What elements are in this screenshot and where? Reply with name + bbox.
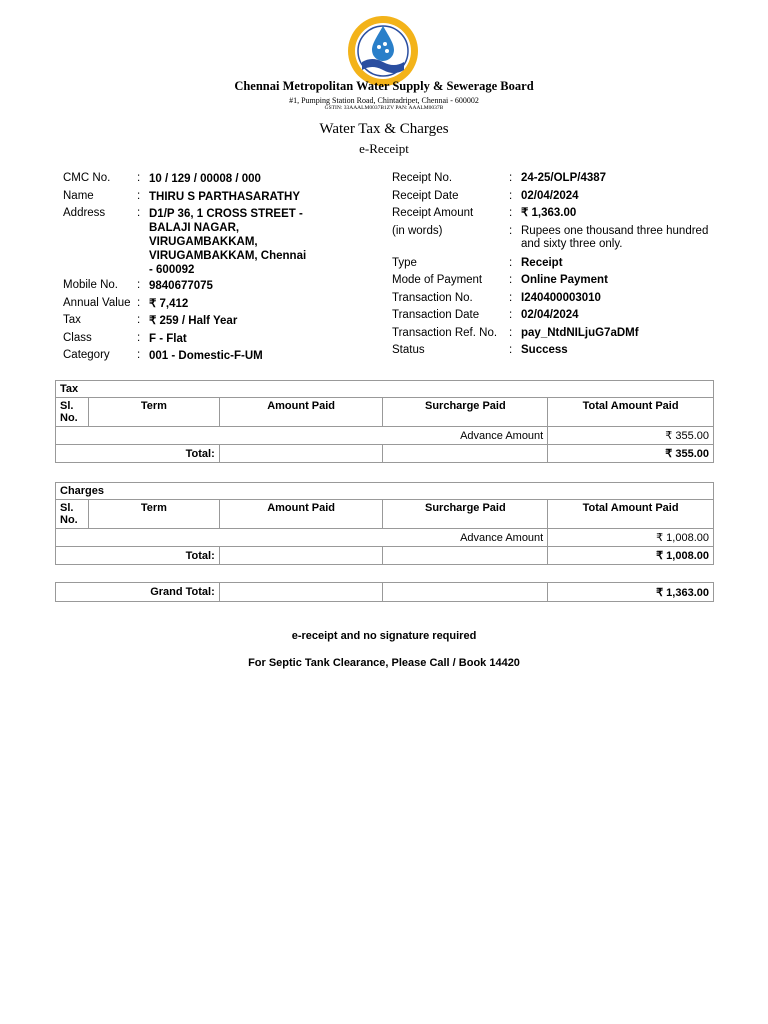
- info-value: ₹ 7,412: [149, 297, 189, 310]
- info-row-category: Category : 001 - Domestic-F-UM: [63, 347, 353, 365]
- tax-table: [55, 380, 714, 463]
- total-row: [56, 445, 714, 463]
- info-row-annual-value: Annual Value : ₹ 7,412: [63, 295, 353, 313]
- total-value: ₹ 355.00: [548, 445, 714, 463]
- grand-total-table: [55, 582, 714, 602]
- info-value: ₹ 259 / Half Year: [149, 315, 238, 327]
- tax-section-title: Tax: [56, 381, 714, 398]
- grand-total-value: ₹ 1,363.00: [548, 583, 714, 602]
- col-sl-no: Sl. No.: [56, 500, 89, 529]
- table-row: [56, 427, 714, 445]
- info-label: Class: [63, 331, 92, 344]
- document-title: Water Tax & Charges: [319, 121, 449, 137]
- info-value: Online Payment: [521, 274, 608, 286]
- info-label: Receipt No.: [392, 172, 453, 184]
- info-row-in-words: (in words) : Rupees one thousand three hundred and sixty three only.: [392, 223, 722, 251]
- info-value: 001 - Domestic-F-UM: [149, 350, 263, 362]
- info-label: Annual Value: [63, 296, 131, 309]
- info-label: Mobile No.: [63, 279, 118, 291]
- info-row-receipt-amount: Receipt Amount : ₹ 1,363.00: [392, 205, 722, 223]
- info-label: Category: [63, 349, 110, 361]
- septic-tank-note: For Septic Tank Clearance, Please Call / Book 14420: [248, 657, 520, 669]
- advance-value: ₹ 355.00: [548, 427, 714, 445]
- col-sl-no: Sl. No.: [56, 398, 89, 427]
- col-amount-paid: Amount Paid: [219, 500, 383, 529]
- grand-total-row: [56, 583, 714, 602]
- info-value: pay_NtdNILjuG7aDMf: [521, 326, 639, 339]
- col-amount-paid: Amount Paid: [219, 398, 383, 427]
- document-subtitle: e-Receipt: [359, 141, 409, 156]
- info-row-receipt-date: Receipt Date : 02/04/2024: [392, 188, 722, 206]
- info-row-address: Address : D1/P 36, 1 CROSS STREET - BALAJI NAGAR, VIRUGAMBAKKAM, VIRUGAMBAKKAM, Chennai - 600092: [63, 205, 353, 277]
- info-label: Transaction No.: [392, 291, 473, 304]
- info-label: Address: [63, 207, 106, 219]
- info-row-mobile: Mobile No. : 9840677075: [63, 277, 353, 295]
- no-signature-note: e-receipt and no signature required: [291, 630, 477, 642]
- grand-total-label: Grand Total:: [56, 583, 220, 602]
- status-value: Success: [521, 344, 568, 356]
- info-row-transaction-no: Transaction No. : I240400003010: [392, 290, 722, 308]
- info-value: 10 / 129 / 00008 / 000: [149, 173, 261, 185]
- info-value: Rupees one thousand three hundred and sixty three only.: [521, 224, 709, 250]
- info-label: (in words): [392, 224, 443, 237]
- info-value: 9840677075: [149, 280, 213, 292]
- org-name: Chennai Metropolitan Water Supply & Sewerage Board: [234, 79, 534, 93]
- total-label: Total:: [56, 445, 220, 463]
- info-value: I240400003010: [521, 291, 601, 304]
- info-value: 24-25/OLP/4387: [521, 172, 607, 184]
- advance-label: Advance Amount: [56, 529, 548, 547]
- col-total-amount-paid: Total Amount Paid: [548, 500, 714, 529]
- org-address: #1, Pumping Station Road, Chintadripet, Chennai - 600002: [289, 96, 479, 105]
- info-label: Transaction Ref. No.: [392, 326, 498, 339]
- info-label: Transaction Date: [392, 309, 480, 321]
- info-row-receipt-no: Receipt No. : 24-25/OLP/4387: [392, 170, 722, 188]
- info-value: 02/04/2024: [521, 189, 579, 202]
- advance-label: Advance Amount: [56, 427, 548, 445]
- info-row-tax: Tax : ₹ 259 / Half Year: [63, 312, 353, 330]
- org-gstin: GSTIN: 33AAALM0037B1ZV PAN: AAALM0037B: [324, 105, 444, 111]
- info-label: Receipt Date: [392, 189, 459, 202]
- col-surcharge-paid: Surcharge Paid: [383, 500, 548, 529]
- info-label: CMC No.: [63, 172, 111, 184]
- info-value: ₹ 1,363.00: [521, 207, 577, 219]
- info-row-cmc: CMC No. : 10 / 129 / 00008 / 000: [63, 170, 353, 188]
- info-row-status: Status : Success: [392, 342, 722, 360]
- info-value: F - Flat: [149, 332, 187, 345]
- info-label: Type: [392, 256, 417, 269]
- info-value: THIRU S PARTHASARATHY: [149, 190, 300, 203]
- info-label: Status: [392, 344, 425, 356]
- charges-table: [55, 482, 714, 565]
- advance-value: ₹ 1,008.00: [548, 529, 714, 547]
- info-row-name: Name : THIRU S PARTHASARATHY: [63, 188, 353, 206]
- info-value: Receipt: [521, 256, 563, 269]
- info-row-transaction-ref: Transaction Ref. No. : pay_NtdNILjuG7aDMf: [392, 325, 722, 343]
- table-row: [56, 529, 714, 547]
- charges-section-title: Charges: [56, 483, 714, 500]
- col-total-amount-paid: Total Amount Paid: [548, 398, 714, 427]
- info-row-transaction-date: Transaction Date : 02/04/2024: [392, 307, 722, 325]
- total-value: ₹ 1,008.00: [548, 547, 714, 565]
- info-label: Receipt Amount: [392, 207, 474, 219]
- col-term: Term: [88, 398, 219, 427]
- info-label: Tax: [63, 314, 81, 326]
- col-surcharge-paid: Surcharge Paid: [383, 398, 548, 427]
- info-row-type: Type : Receipt: [392, 255, 722, 273]
- info-label: Mode of Payment: [392, 274, 483, 286]
- info-value: D1/P 36, 1 CROSS STREET - BALAJI NAGAR, VIRUGAMBAKKAM, VIRUGAMBAKKAM, Chennai - 600092: [149, 208, 307, 276]
- info-row-payment-mode: Mode of Payment : Online Payment: [392, 272, 722, 290]
- consumer-info: [63, 170, 353, 365]
- total-label: Total:: [56, 547, 220, 565]
- info-row-class: Class : F - Flat: [63, 330, 353, 348]
- total-row: [56, 547, 714, 565]
- info-label: Name: [63, 189, 94, 202]
- water-board-emblem-icon: [346, 14, 420, 88]
- info-value: 02/04/2024: [521, 309, 579, 321]
- col-term: Term: [88, 500, 219, 529]
- receipt-info: [392, 170, 722, 360]
